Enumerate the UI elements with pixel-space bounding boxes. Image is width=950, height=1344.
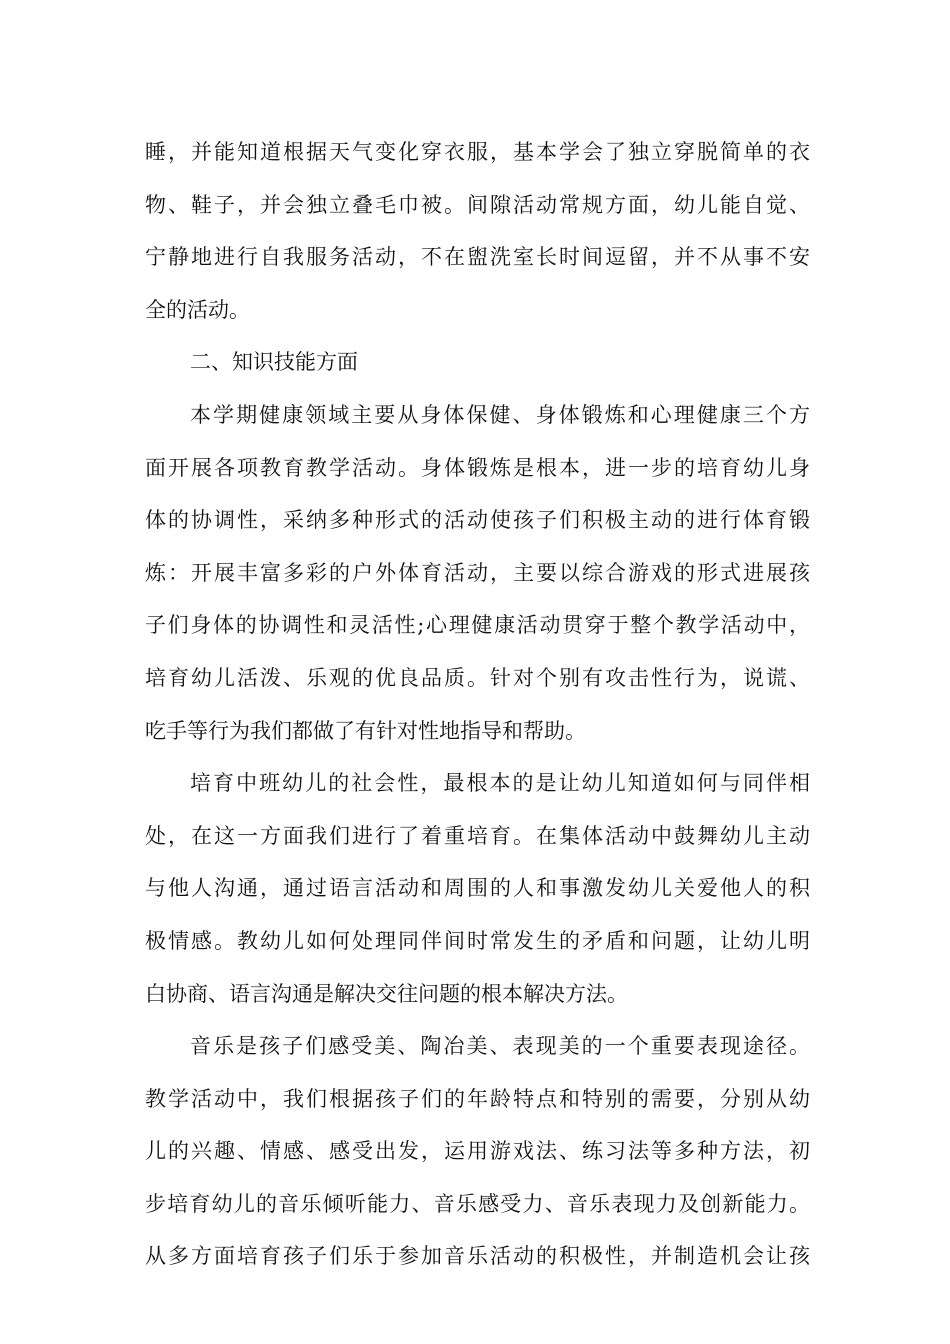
text-line: 白协商、语言沟通是解决交往问题的根本解决方法。: [145, 981, 628, 1006]
text-line: 与他人沟通，通过语言活动和周围的人和事激发幼儿关爱他人的积: [145, 876, 810, 901]
text-line: 宁静地进行自我服务活动，不在盥洗室长时间逗留，并不从事不安: [145, 245, 810, 270]
body-text: [145, 126, 810, 1283]
text-line: 儿的兴趣、情感、感受出发，运用游戏法、练习法等多种方法，初: [145, 1139, 810, 1164]
text-line: 物、鞋子，并会独立叠毛巾被。间隙活动常规方面，幼儿能自觉、: [145, 192, 810, 217]
text-line: 音乐是孩子们感受美、陶冶美、表现美的一个重要表现途径。: [190, 1034, 810, 1059]
text-line: 睡，并能知道根据天气变化穿衣服，基本学会了独立穿脱简单的衣: [145, 140, 810, 164]
text-line: 教学活动中，我们根据孩子们的年龄特点和特别的需要，分别从幼: [145, 1086, 810, 1111]
text-line: 子们身体的协调性和灵活性;心理健康活动贯穿于整个教学活动中，: [145, 613, 810, 638]
text-line: 体的协调性，采纳多种形式的活动使孩子们积极主动的进行体育锻: [145, 508, 810, 533]
text-line: 炼：开展丰富多彩的户外体育活动，主要以综合游戏的形式进展孩: [145, 560, 810, 585]
text-line: 极情感。教幼儿如何处理同伴间时常发生的矛盾和问题，让幼儿明: [145, 928, 810, 953]
text-line: 面开展各项教育教学活动。身体锻炼是根本，进一步的培育幼儿身: [145, 455, 810, 480]
text-line: 本学期健康领域主要从身体保健、身体锻炼和心理健康三个方: [190, 402, 810, 427]
text-line: 全的活动。: [145, 297, 250, 322]
section-heading: 二、知识技能方面: [190, 350, 358, 375]
text-line: 培育幼儿活泼、乐观的优良品质。针对个别有攻击性行为，说谎、: [145, 665, 810, 690]
text-line: 培育中班幼儿的社会性，最根本的是让幼儿知道如何与同伴相: [190, 771, 810, 796]
text-line: 步培育幼儿的音乐倾听能力、音乐感受力、音乐表现力及创新能力。: [145, 1191, 810, 1216]
text-line: 吃手等行为我们都做了有针对性地指导和帮助。: [145, 718, 586, 743]
text-line: 处，在这一方面我们进行了着重培育。在集体活动中鼓舞幼儿主动: [145, 823, 810, 848]
text-line: 从多方面培育孩子们乐于参加音乐活动的积极性，并制造机会让孩: [145, 1244, 810, 1269]
